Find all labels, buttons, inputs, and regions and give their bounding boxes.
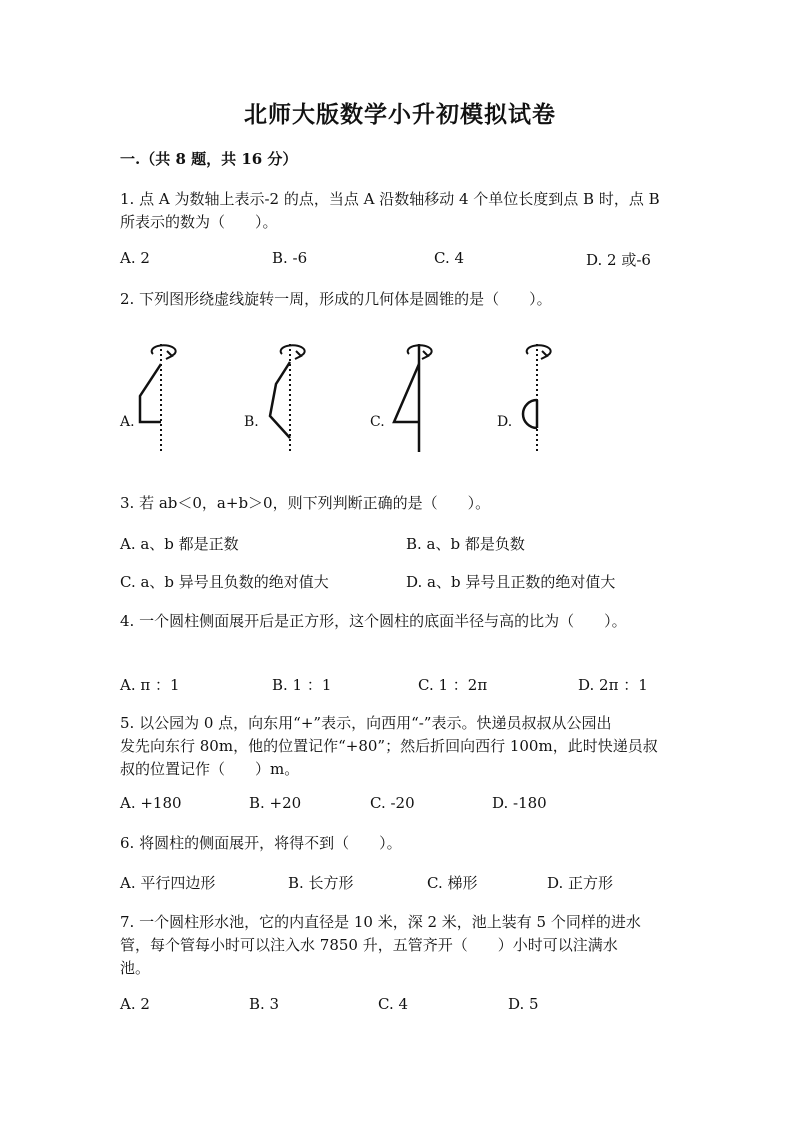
question-4: 4. 一个圆柱侧面展开后是正方形，这个圆柱的底面半径与高的比为（ ）。 bbox=[120, 612, 627, 630]
figure-d-rotation-shape[interactable] bbox=[512, 340, 572, 452]
question-6: 6. 将圆柱的侧面展开，将得不到（ ）。 bbox=[120, 834, 402, 852]
question-3: 3. 若 ab＜0，a+b＞0，则下列判断正确的是（ ）。 bbox=[120, 494, 491, 512]
figure-b-rotation-shape[interactable] bbox=[260, 340, 320, 452]
q1-option-d[interactable]: D. 2 或-6 bbox=[586, 251, 651, 269]
figure-a-rotation-shape[interactable] bbox=[130, 340, 190, 452]
q3-option-b[interactable]: B. a、b 都是负数 bbox=[406, 535, 525, 553]
question-7 bbox=[120, 911, 641, 980]
figure-label-a: A. bbox=[120, 414, 135, 430]
question-1-line-1: 1. 点 A 为数轴上表示-2 的点，当点 A 沿数轴移动 4 个单位长度到点 B 时，点 B bbox=[120, 190, 660, 208]
q7-option-a[interactable]: A. 2 bbox=[120, 995, 150, 1013]
q3-option-c[interactable]: C. a、b 异号且负数的绝对值大 bbox=[120, 573, 329, 591]
figure-label-c: C. bbox=[370, 414, 385, 430]
q1-option-c[interactable]: C. 4 bbox=[434, 249, 465, 267]
q6-option-a[interactable]: A. 平行四边形 bbox=[120, 874, 216, 892]
q5-option-a[interactable]: A. +180 bbox=[120, 794, 182, 812]
question-7-line-3: 池。 bbox=[120, 959, 151, 977]
q6-option-b[interactable]: B. 长方形 bbox=[288, 874, 354, 892]
q6-option-d[interactable]: D. 正方形 bbox=[547, 874, 614, 892]
q4-option-b[interactable]: B. 1 ：1 bbox=[272, 676, 332, 694]
question-7-line-1: 7. 一个圆柱形水池，它的内直径是 10 米，深 2 米，池上装有 5 个同样的进水 bbox=[120, 913, 641, 931]
page-title: 北师大版数学小升初模拟试卷 bbox=[244, 101, 556, 128]
q4-option-c[interactable]: C. 1 ：2π bbox=[418, 676, 488, 694]
q7-option-c[interactable]: C. 4 bbox=[378, 995, 409, 1013]
question-1 bbox=[120, 188, 660, 234]
question-2: 2. 下列图形绕虚线旋转一周，形成的几何体是圆锥的是（ ）。 bbox=[120, 290, 552, 308]
q6-option-c[interactable]: C. 梯形 bbox=[427, 874, 478, 892]
question-5-line-1: 5. 以公园为 0 点，向东用“+”表示，向西用“-”表示。快递员叔叔从公园出 bbox=[120, 714, 612, 732]
q1-option-a[interactable]: A. 2 bbox=[120, 249, 150, 267]
q5-option-c[interactable]: C. -20 bbox=[370, 794, 415, 812]
figure-label-b: B. bbox=[244, 414, 259, 430]
q7-option-d[interactable]: D. 5 bbox=[508, 995, 539, 1013]
q4-option-d[interactable]: D. 2π ：1 bbox=[578, 676, 648, 694]
question-5 bbox=[120, 712, 658, 781]
q5-option-d[interactable]: D. -180 bbox=[492, 794, 547, 812]
figure-c-rotation-shape[interactable] bbox=[386, 340, 446, 452]
q1-option-b[interactable]: B. -6 bbox=[272, 249, 308, 267]
question-7-line-2: 管，每个管每小时可以注入水 7850 升，五管齐开（ ）小时可以注满水 bbox=[120, 936, 618, 954]
q3-option-a[interactable]: A. a、b 都是正数 bbox=[120, 535, 239, 553]
section-heading: 一.（共 8 题，共 16 分） bbox=[120, 150, 298, 168]
q4-option-a[interactable]: A. π ：1 bbox=[120, 676, 180, 694]
q5-option-b[interactable]: B. +20 bbox=[249, 794, 302, 812]
question-5-line-3: 叔的位置记作（ ）m。 bbox=[120, 760, 300, 778]
question-1-line-2: 所表示的数为（ ）。 bbox=[120, 213, 278, 231]
q3-option-d[interactable]: D. a、b 异号且正数的绝对值大 bbox=[406, 573, 616, 591]
figure-label-d: D. bbox=[497, 414, 513, 430]
question-5-line-2: 发先向东行 80m，他的位置记作“+80”；然后折回向西行 100m，此时快递员叔 bbox=[120, 737, 658, 755]
q7-option-b[interactable]: B. 3 bbox=[249, 995, 280, 1013]
